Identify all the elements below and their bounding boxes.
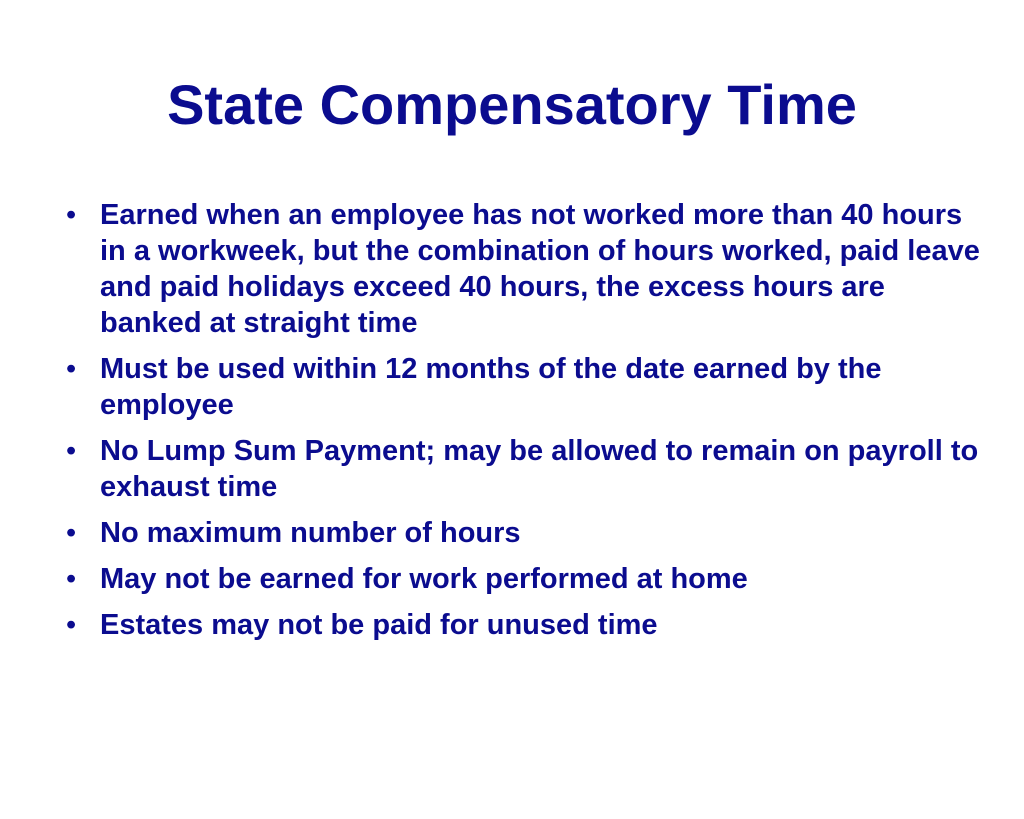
- bullet-item-home-work: [60, 561, 980, 597]
- bullet-text: No maximum number of hours: [100, 517, 521, 549]
- bullet-text: Earned when an employee has not worked more than 40 hours in a workweek, but the combination of hours worked, paid leave and paid holidays exceed 40 hours, the excess hours are banked at straight time: [100, 199, 980, 339]
- bullet-dot-icon: •: [66, 435, 77, 467]
- bullet-text: No Lump Sum Payment; may be allowed to remain on payroll to exhaust time: [100, 435, 979, 503]
- bullet-item-lump-sum: [60, 433, 980, 505]
- bullet-dot-icon: •: [66, 517, 77, 549]
- bullet-dot-icon: •: [66, 199, 77, 231]
- bullet-dot-icon: •: [66, 353, 77, 385]
- bullet-dot-icon: •: [66, 563, 77, 595]
- bullet-item-estates: [60, 607, 980, 643]
- bullet-item-earned: [60, 197, 980, 341]
- slide-title: State Compensatory Time: [167, 73, 857, 136]
- bullet-text: Must be used within 12 months of the date earned by the employee: [100, 353, 882, 421]
- bullet-list: [60, 197, 980, 653]
- bullet-text: Estates may not be paid for unused time: [100, 609, 658, 641]
- bullet-dot-icon: •: [66, 609, 77, 641]
- bullet-text: May not be earned for work performed at home: [100, 563, 748, 595]
- bullet-item-usage-window: [60, 351, 980, 423]
- bullet-item-maximum: [60, 515, 980, 551]
